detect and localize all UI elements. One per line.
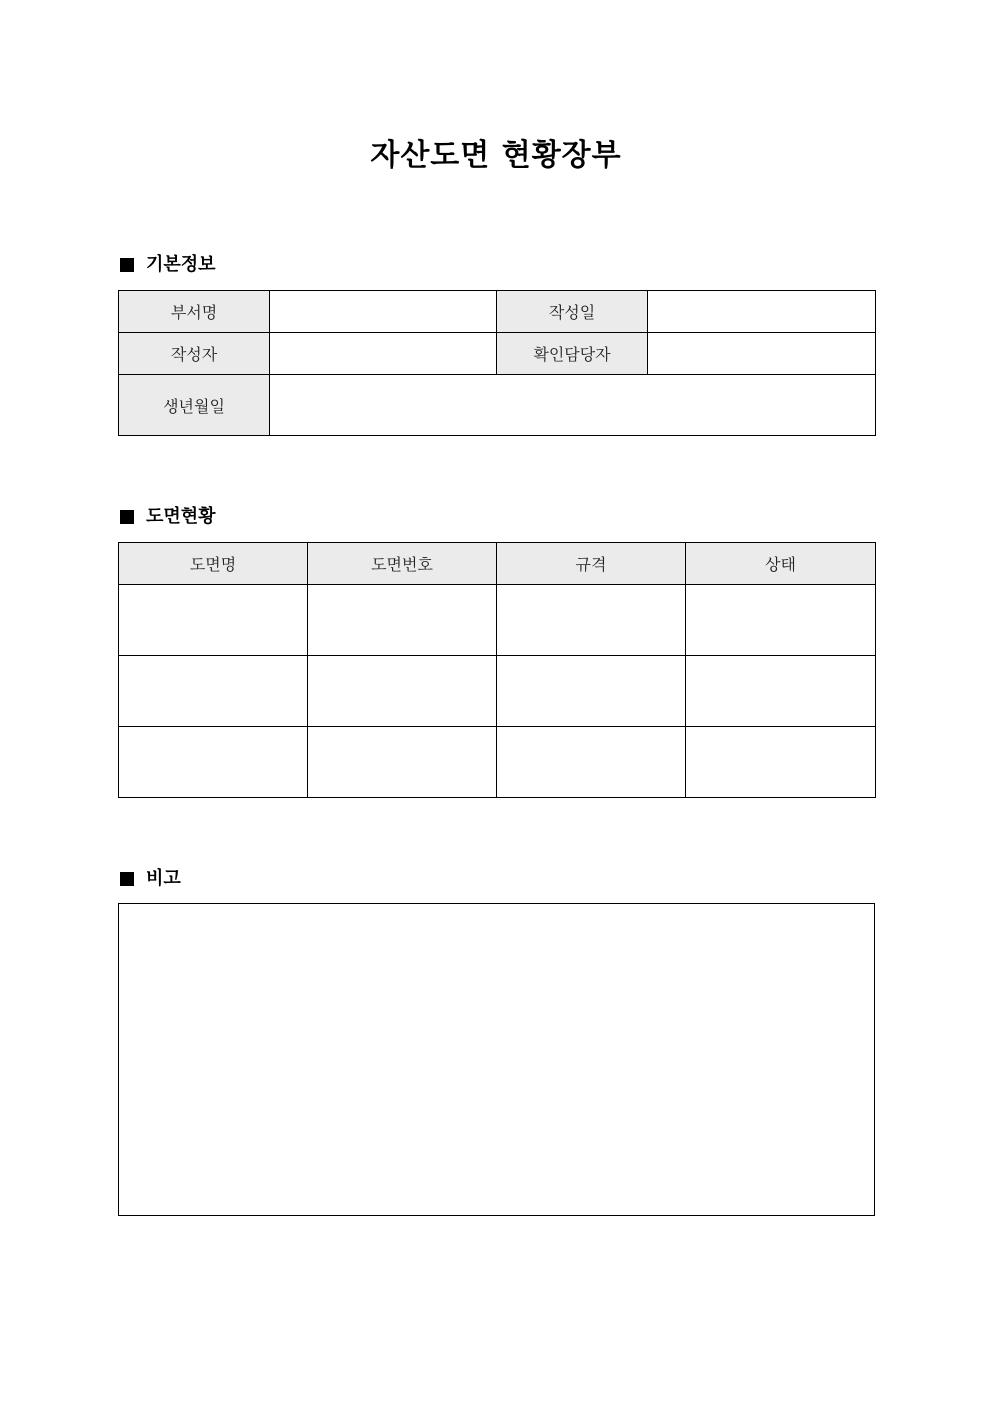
section-heading-label: 기본정보 bbox=[146, 254, 216, 275]
department-label: 부서명 bbox=[119, 291, 270, 333]
section-heading-label: 비고 bbox=[146, 868, 181, 889]
column-header-drawing-number: 도면번호 bbox=[308, 543, 497, 585]
specification-cell[interactable] bbox=[497, 585, 686, 656]
table-row bbox=[119, 656, 876, 727]
section-heading-label: 도면현황 bbox=[146, 506, 216, 527]
author-field[interactable] bbox=[270, 333, 497, 375]
square-bullet-icon bbox=[120, 510, 134, 524]
column-header-drawing-name: 도면명 bbox=[119, 543, 308, 585]
table-row bbox=[119, 333, 876, 375]
square-bullet-icon bbox=[120, 258, 134, 272]
status-cell[interactable] bbox=[686, 656, 876, 727]
section-heading-drawing-status bbox=[118, 505, 216, 529]
status-cell[interactable] bbox=[686, 585, 876, 656]
created-date-label: 작성일 bbox=[497, 291, 648, 333]
table-header-row bbox=[119, 543, 876, 585]
created-date-field[interactable] bbox=[648, 291, 876, 333]
table-row bbox=[119, 727, 876, 798]
section-heading-basic-info bbox=[118, 253, 216, 277]
basic-info-table bbox=[118, 290, 876, 436]
birth-date-field[interactable] bbox=[270, 375, 876, 436]
square-bullet-icon bbox=[120, 872, 134, 886]
drawing-number-cell[interactable] bbox=[308, 727, 497, 798]
remarks-box[interactable] bbox=[118, 903, 875, 1216]
drawing-name-cell[interactable] bbox=[119, 585, 308, 656]
specification-cell[interactable] bbox=[497, 727, 686, 798]
column-header-specification: 규격 bbox=[497, 543, 686, 585]
department-field[interactable] bbox=[270, 291, 497, 333]
document-title: 자산도면 현황장부 bbox=[370, 138, 622, 173]
birth-date-label: 생년월일 bbox=[119, 375, 270, 436]
drawing-name-cell[interactable] bbox=[119, 656, 308, 727]
drawing-number-cell[interactable] bbox=[308, 656, 497, 727]
drawing-name-cell[interactable] bbox=[119, 727, 308, 798]
confirmer-field[interactable] bbox=[648, 333, 876, 375]
confirmer-label: 확인담당자 bbox=[497, 333, 648, 375]
status-cell[interactable] bbox=[686, 727, 876, 798]
table-row bbox=[119, 585, 876, 656]
specification-cell[interactable] bbox=[497, 656, 686, 727]
author-label: 작성자 bbox=[119, 333, 270, 375]
table-row bbox=[119, 291, 876, 333]
column-header-status: 상태 bbox=[686, 543, 876, 585]
drawing-status-table bbox=[118, 542, 876, 798]
table-row bbox=[119, 375, 876, 436]
section-heading-remarks bbox=[118, 867, 181, 891]
drawing-number-cell[interactable] bbox=[308, 585, 497, 656]
